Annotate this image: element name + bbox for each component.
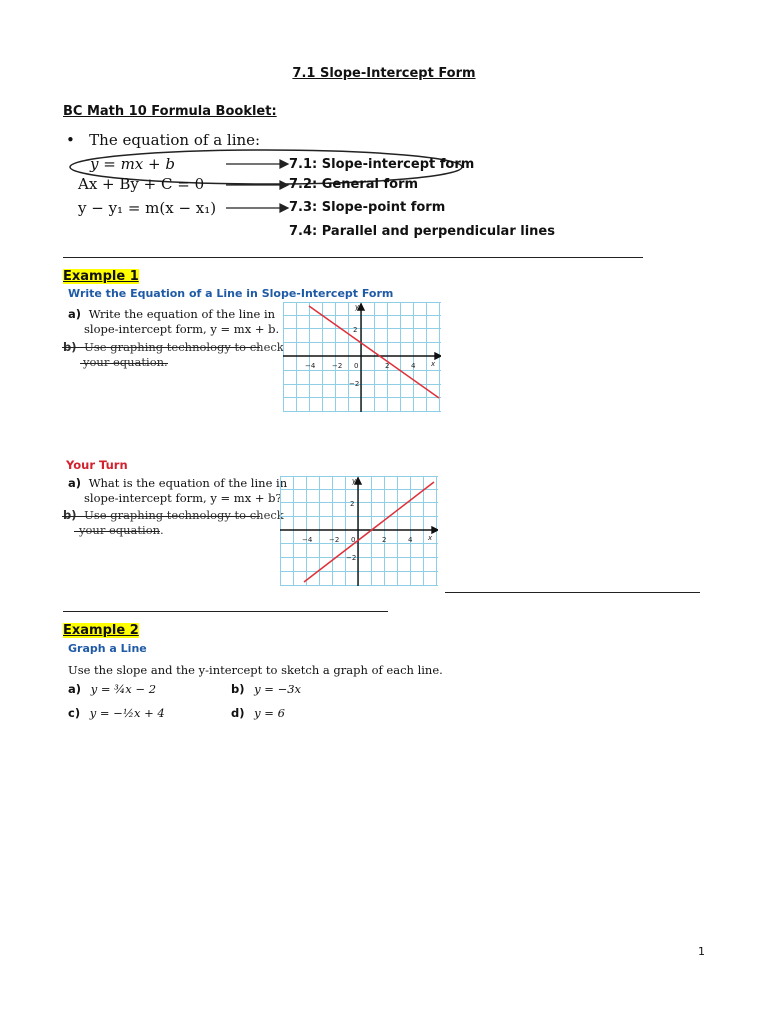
example1-graph [283, 302, 441, 412]
your-turn-tick-y2: 2 [350, 500, 355, 508]
example1-label: Example 1 [63, 269, 139, 284]
example1-part-a [68, 307, 279, 337]
your-turn-red-line [304, 482, 434, 582]
example2-c-label: c) [68, 706, 81, 720]
form-7-3: 7.3: Slope-point form [289, 200, 446, 215]
your-turn-x-label: x [428, 534, 433, 542]
bullet-text: The equation of a line: [89, 131, 261, 149]
example2-instruction: Use the slope and the y-intercept to sketch a graph of each line. [68, 663, 443, 677]
example1-tick-0: 0 [354, 362, 359, 370]
equation-slope-point: y − y₁ = m(x − x₁) [78, 199, 217, 217]
your-turn-label: Your Turn [66, 458, 128, 472]
your-turn-grid [280, 476, 438, 586]
example1-b-text1: Use graphing technology to check [84, 340, 284, 354]
example1-strike-2 [80, 363, 168, 364]
equation-slope-intercept: y = mx + b [90, 155, 175, 173]
your-turn-strike-2 [74, 531, 160, 532]
form-7-2: 7.2: General form [289, 177, 419, 192]
example2-item-d [231, 706, 285, 720]
your-turn-a-text2: slope-intercept form, y = mx + b? [84, 491, 282, 505]
your-turn-part-a [68, 476, 287, 506]
your-turn-b-label: b) [63, 508, 77, 522]
divider-1 [63, 257, 643, 258]
example1-tick-4: 4 [411, 362, 416, 370]
equation-general: Ax + By + C = 0 [78, 175, 205, 193]
example1-tick-y2: 2 [353, 326, 358, 334]
example2-a-label: a) [68, 682, 82, 696]
your-turn-b-text1: Use graphing technology to check [84, 508, 284, 522]
your-turn-tick-neg2: −2 [329, 536, 340, 544]
your-turn-part-b [63, 508, 284, 538]
example2-item-a [68, 682, 156, 696]
example2-c-eq: y = −½x + 4 [89, 706, 165, 720]
page-number: 1 [698, 945, 705, 958]
your-turn-tick-4: 4 [408, 536, 413, 544]
example1-a-text1: Write the equation of the line in [88, 307, 276, 321]
example1-b-label: b) [63, 340, 77, 354]
example2-b-eq: y = −3x [254, 682, 302, 696]
example2-label: Example 2 [63, 623, 139, 638]
example2-a-eq: y = ¾x − 2 [90, 682, 157, 696]
form-7-4: 7.4: Parallel and perpendicular lines [289, 224, 555, 239]
your-turn-b-text2: your equation. [79, 523, 164, 537]
example2-item-b [231, 682, 301, 696]
example2-d-label: d) [231, 706, 245, 720]
example2-subtitle: Graph a Line [68, 642, 147, 655]
your-turn-tick-yneg2: −2 [346, 554, 357, 562]
your-turn-tick-0: 0 [351, 536, 356, 544]
booklet-heading: BC Math 10 Formula Booklet: [63, 104, 277, 119]
example1-tick-2: 2 [385, 362, 390, 370]
example1-strike-1 [62, 347, 260, 348]
your-turn-graph [280, 476, 438, 586]
divider-2b [63, 611, 388, 612]
example2-d-eq: y = 6 [254, 706, 285, 720]
form-7-1: 7.1: Slope-intercept form [289, 157, 475, 172]
your-turn-y-label: y [352, 477, 357, 485]
example1-subtitle: Write the Equation of a Line in Slope-Intercept Form [68, 287, 394, 300]
your-turn-a-label: a) [68, 476, 82, 490]
example1-b-text2: your equation. [83, 355, 168, 369]
example1-tick-neg2: −2 [332, 362, 343, 370]
page-title: 7.1 Slope-Intercept Form [292, 66, 476, 81]
example1-y-label: y [355, 303, 360, 311]
bullet-icon: • [66, 131, 75, 149]
arrows [226, 156, 296, 226]
example2-item-c [68, 706, 165, 720]
your-turn-tick-2: 2 [382, 536, 387, 544]
example1-a-text2: slope-intercept form, y = mx + b. [84, 322, 280, 336]
example1-tick-yneg2: −2 [349, 380, 360, 388]
divider-2a [445, 592, 700, 593]
your-turn-a-text1: What is the equation of the line in [88, 476, 288, 490]
example1-tick-neg4: −4 [305, 362, 316, 370]
your-turn-strike-1 [62, 516, 260, 517]
example1-grid [283, 302, 441, 412]
example2-b-label: b) [231, 682, 245, 696]
example1-part-b [63, 340, 284, 370]
your-turn-tick-neg4: −4 [302, 536, 313, 544]
example1-x-label: x [431, 360, 436, 368]
example1-a-label: a) [68, 307, 82, 321]
